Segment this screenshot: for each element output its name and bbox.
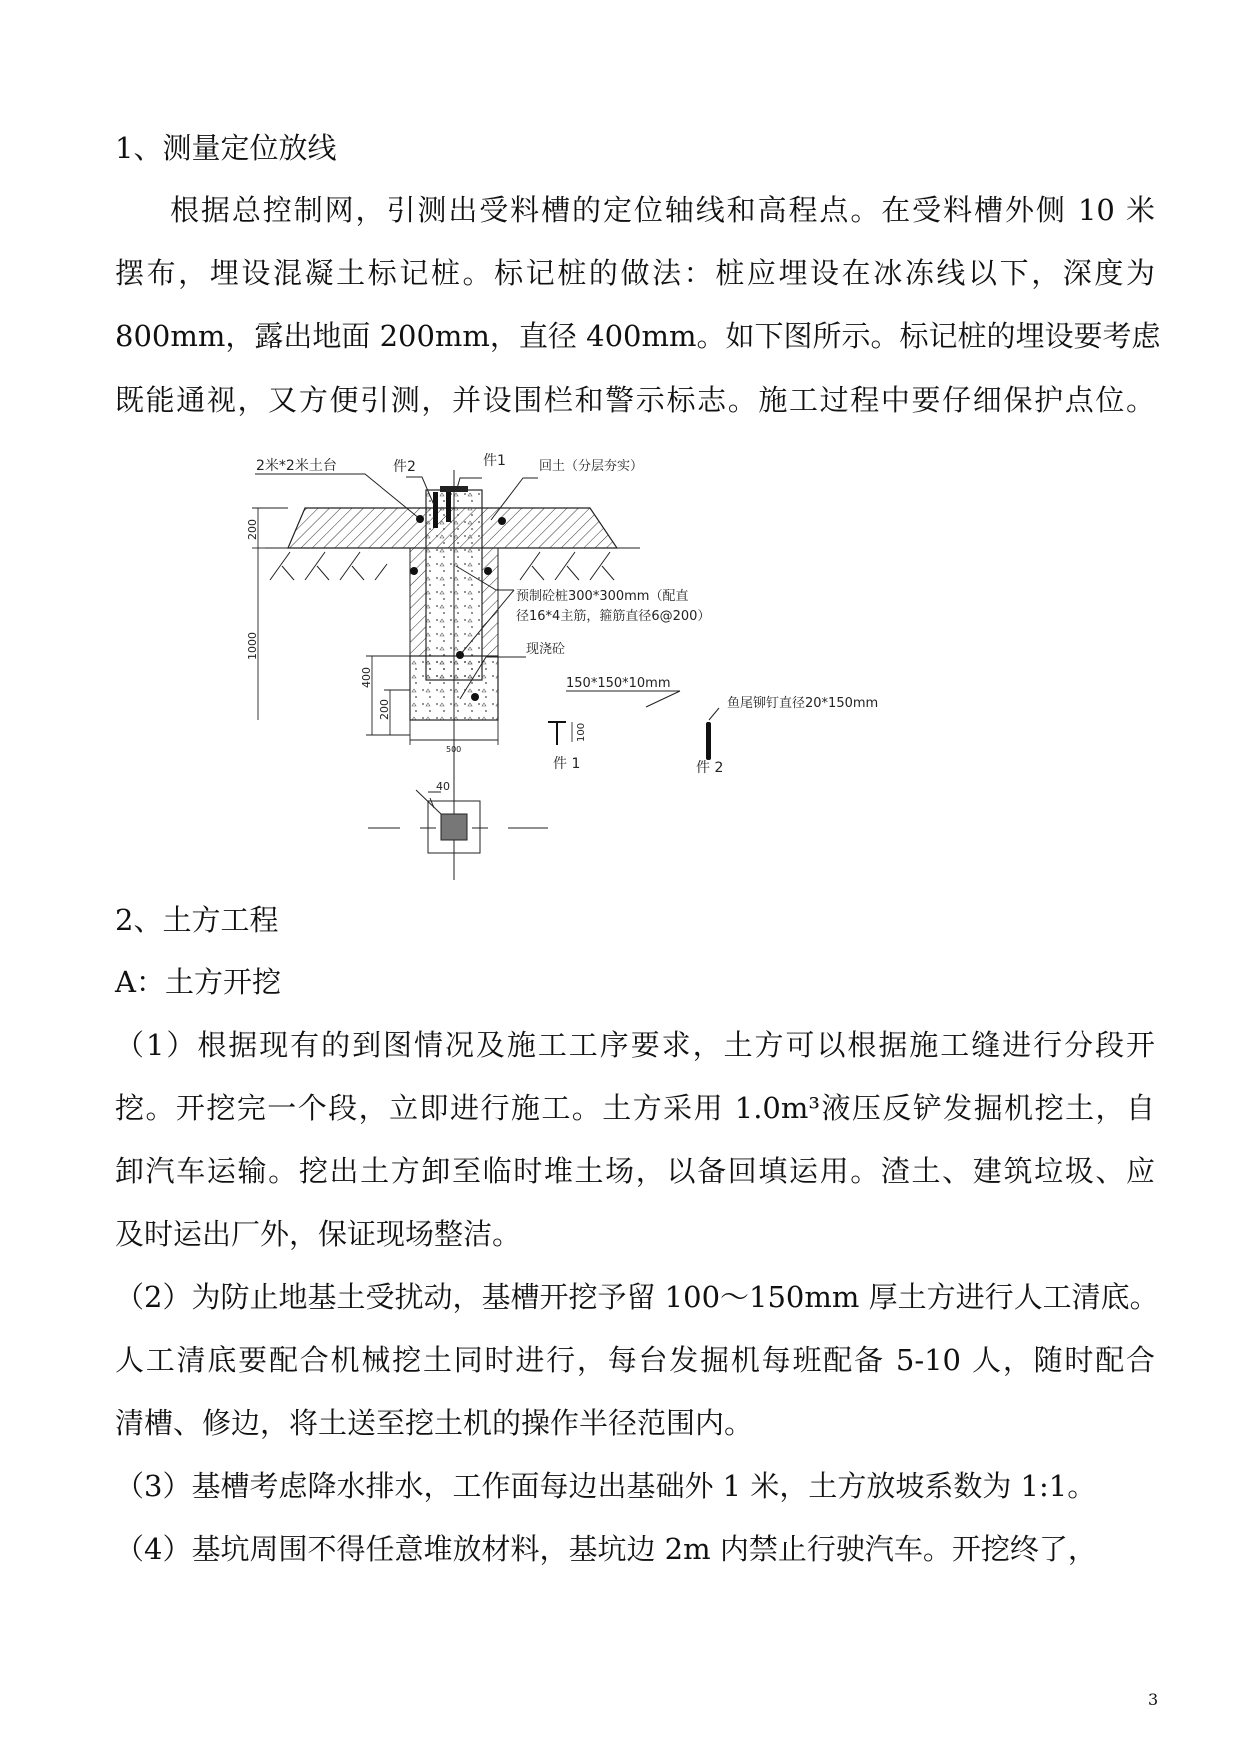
section-2a-heading: A：土方开挖: [115, 965, 281, 999]
p1-line-2: 挖。开挖完一个段，立即进行施工。土方采用 1.0m³液压反铲发掘机挖土，自: [115, 1091, 1155, 1125]
p1-line-4: 及时运出厂外，保证现场整洁。: [115, 1217, 522, 1251]
label-precast-1: 预制砼桩300*300mm（配直: [516, 589, 689, 604]
backfill-right: [482, 548, 498, 656]
label-precast-2: 径16*4主筋，箍筋直径6@200）: [516, 609, 711, 624]
section-1-line-1: 根据总控制网，引测出受料槽的定位轴线和高程点。在受料槽外侧 10 米: [170, 193, 1155, 227]
section-1-heading: 1、测量定位放线: [115, 131, 337, 165]
label-part1-top: 件1: [483, 453, 506, 469]
page-number: 3: [1148, 1690, 1159, 1709]
p1-line-3: 卸汽车运输。挖出土方卸至临时堆土场，以备回填运用。渣土、建筑垃圾、应: [115, 1154, 1155, 1188]
section-1-line-4: 既能通视，又方便引测，并设围栏和警示标志。施工过程中要仔细保护点位。: [115, 383, 1155, 417]
section-1-line-2: 摆布，埋设混凝土标记桩。标记桩的做法：桩应埋设在冰冻线以下，深度为: [115, 256, 1155, 290]
p2-line-2: 人工清底要配合机械挖土同时进行，每台发掘机每班配备 5-10 人，随时配合: [115, 1343, 1155, 1377]
label-rivet: 鱼尾铆钉直径20*150mm: [727, 696, 879, 711]
label-part2: 件 2: [696, 760, 724, 776]
dim-40: 40: [436, 780, 450, 793]
part-1-detail: [548, 722, 572, 745]
dim-500: 500: [446, 745, 462, 754]
p4-line: （4）基坑周围不得任意堆放材料，基坑边 2m 内禁止行驶汽车。开挖终了，: [115, 1532, 1097, 1566]
dim-100: 100: [576, 722, 587, 742]
backfill-left: [410, 548, 426, 656]
part-1-plate: [440, 486, 468, 492]
p2-line-3: 清槽、修边，将土送至挖土机的操作半径范围内。: [115, 1406, 754, 1440]
plan-view: [368, 775, 548, 880]
section-2-heading: 2、土方工程: [115, 903, 279, 937]
dim-200-top: 200: [246, 519, 259, 540]
part-2-detail: [706, 722, 711, 760]
dim-200-bottom: 200: [378, 699, 391, 720]
dim-400: 400: [360, 667, 373, 688]
p2-line-1: （2）为防止地基土受扰动，基槽开挖予留 100～150mm 厚土方进行人工清底。: [115, 1280, 1159, 1314]
label-part1: 件 1: [553, 756, 581, 772]
p3-line: （3）基槽考虑降水排水，工作面每边出基础外 1 米，土方放坡系数为 1:1。: [115, 1469, 1097, 1503]
label-platform: 2米*2米土台: [256, 458, 337, 474]
label-backfill: 回土（分层夯实）: [539, 459, 644, 474]
label-plate: 150*150*10mm: [566, 676, 671, 691]
section-1-line-3: 800mm，露出地面 200mm，直径 400mm。如下图所示。标记桩的埋设要考虑: [115, 319, 1161, 353]
part-2-rivet: [433, 492, 438, 528]
label-castinplace: 现浇砼: [526, 642, 566, 657]
dim-1000: 1000: [246, 632, 259, 660]
p1-line-1: （1）根据现有的到图情况及施工工序要求，土方可以根据施工缝进行分段开: [115, 1028, 1155, 1062]
label-part2-top: 件2: [393, 459, 416, 475]
